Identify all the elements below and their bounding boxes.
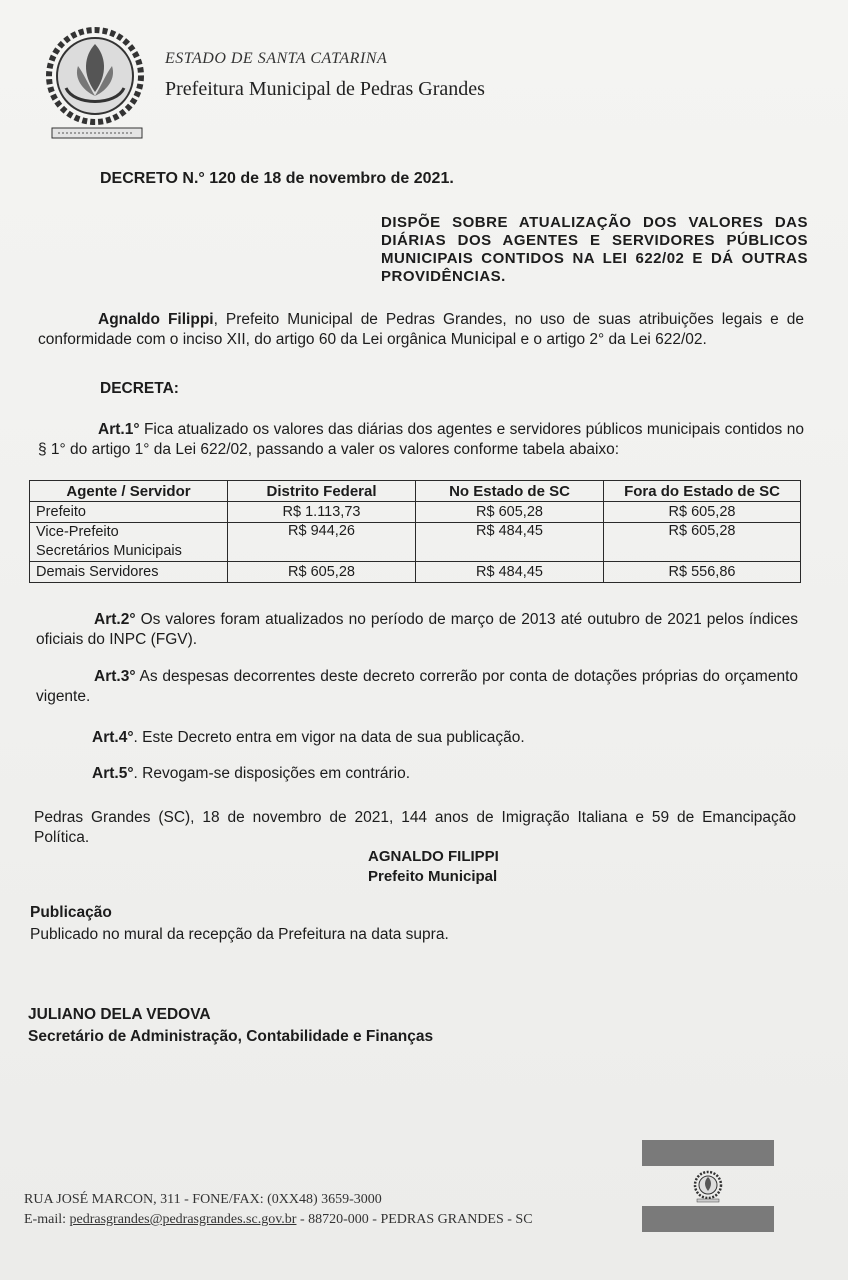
- article-label: Art.5°: [92, 765, 134, 782]
- fora-cell: R$ 556,86: [604, 562, 801, 583]
- article-2: [36, 610, 798, 650]
- per-diem-table: [29, 480, 801, 583]
- flag-stripe-bottom: [642, 1206, 774, 1232]
- col-fora: Fora do Estado de SC: [604, 481, 801, 502]
- col-sc: No Estado de SC: [416, 481, 604, 502]
- agent-line-2: Secretários Municipais: [36, 543, 182, 559]
- df-cell: R$ 605,28: [228, 562, 416, 583]
- decree-ementa: DISPÕE SOBRE ATUALIZAÇÃO DOS VALORES DAS DIÁRIAS DOS AGENTES E SERVIDORES PÚBLICOS MUNICIPAIS CONTIDOS NA LEI 622/02 E DÁ OUTRAS PROVIDÊNCIAS.: [381, 214, 808, 285]
- sc-cell: R$ 605,28: [416, 502, 604, 523]
- signature-name: AGNALDO FILIPPI: [368, 848, 499, 865]
- article-text: . Revogam-se disposições em contrário.: [133, 765, 411, 782]
- fora-cell: R$ 605,28: [604, 523, 801, 562]
- footer-rest: - 88720-000 - PEDRAS GRANDES - SC: [296, 1212, 533, 1227]
- footer-contact: [24, 1212, 533, 1228]
- email-label: E-mail:: [24, 1212, 70, 1227]
- agent-cell: Prefeito: [30, 502, 228, 523]
- preamble: [38, 310, 804, 350]
- col-agent: Agente / Servidor: [30, 481, 228, 502]
- preamble-text: , Prefeito Municipal de Pedras Grandes, no uso de suas atribuições legais e de conformidade com o inciso XII, do artigo 60 da Lei orgânica Municipal e o artigo 2° da Lei 622/02.: [38, 311, 804, 348]
- publication-heading: Publicação: [30, 904, 112, 921]
- article-label: Art.4°: [92, 729, 134, 746]
- article-label: Art.1°: [98, 421, 140, 438]
- agent-cell: [30, 523, 228, 562]
- secretary-name: JULIANO DELA VEDOVA: [28, 1006, 211, 1023]
- state-name: ESTADO DE SANTA CATARINA: [165, 50, 388, 67]
- agent-line-1: Vice-Prefeito: [36, 524, 119, 540]
- small-seal-icon: [692, 1170, 724, 1204]
- mayor-name: Agnaldo Filippi: [98, 311, 214, 328]
- email-link[interactable]: pedrasgrandes@pedrasgrandes.sc.gov.br: [69, 1212, 297, 1227]
- footer-address: RUA JOSÉ MARCON, 311 - FONE/FAX: (0XX48) 3659-3000: [24, 1192, 382, 1207]
- signature-role: Prefeito Municipal: [368, 868, 498, 885]
- table-row: [30, 562, 801, 583]
- sc-cell: R$ 484,45: [416, 562, 604, 583]
- article-4: [92, 728, 792, 748]
- article-text: . Este Decreto entra em vigor na data de sua publicação.: [133, 729, 525, 746]
- flag-stripe-top: [642, 1140, 774, 1166]
- decreta-heading: DECRETA:: [100, 380, 179, 397]
- decree-title: DECRETO N.° 120 de 18 de novembro de 2021.: [100, 170, 454, 187]
- article-1: [38, 420, 804, 460]
- article-label: Art.3°: [94, 668, 136, 685]
- publication-text: Publicado no mural da recepção da Prefeitura na data supra.: [30, 926, 449, 943]
- agent-cell: Demais Servidores: [30, 562, 228, 583]
- fora-cell: R$ 605,28: [604, 502, 801, 523]
- closing-text: Pedras Grandes (SC), 18 de novembro de 2021, 144 anos de Imigração Italiana e 59 de Emancipação Política.: [34, 809, 796, 846]
- table-row: [30, 523, 801, 562]
- article-text: Os valores foram atualizados no período de março de 2013 até outubro de 2021 pelos índices oficiais do INPC (FGV).: [36, 611, 798, 648]
- article-text: Fica atualizado os valores das diárias dos agentes e servidores públicos municipais contidos no § 1° do artigo 1° da Lei 622/02, passando a valer os valores conforme tabela abaixo:: [38, 421, 804, 458]
- col-df: Distrito Federal: [228, 481, 416, 502]
- secretary-role: Secretário de Administração, Contabilidade e Finanças: [28, 1028, 434, 1045]
- table-header-row: [30, 481, 801, 502]
- article-text: As despesas decorrentes deste decreto correrão por conta de dotações próprias do orçamento vigente.: [36, 668, 798, 705]
- article-3: [36, 667, 798, 707]
- df-cell: R$ 944,26: [228, 523, 416, 562]
- municipal-coat-of-arms-icon: [44, 26, 146, 144]
- municipality-name: Prefeitura Municipal de Pedras Grandes: [165, 78, 485, 100]
- table-row: [30, 502, 801, 523]
- df-cell: R$ 1.113,73: [228, 502, 416, 523]
- article-label: Art.2°: [94, 611, 136, 628]
- article-5: [92, 764, 792, 784]
- sc-cell: R$ 484,45: [416, 523, 604, 562]
